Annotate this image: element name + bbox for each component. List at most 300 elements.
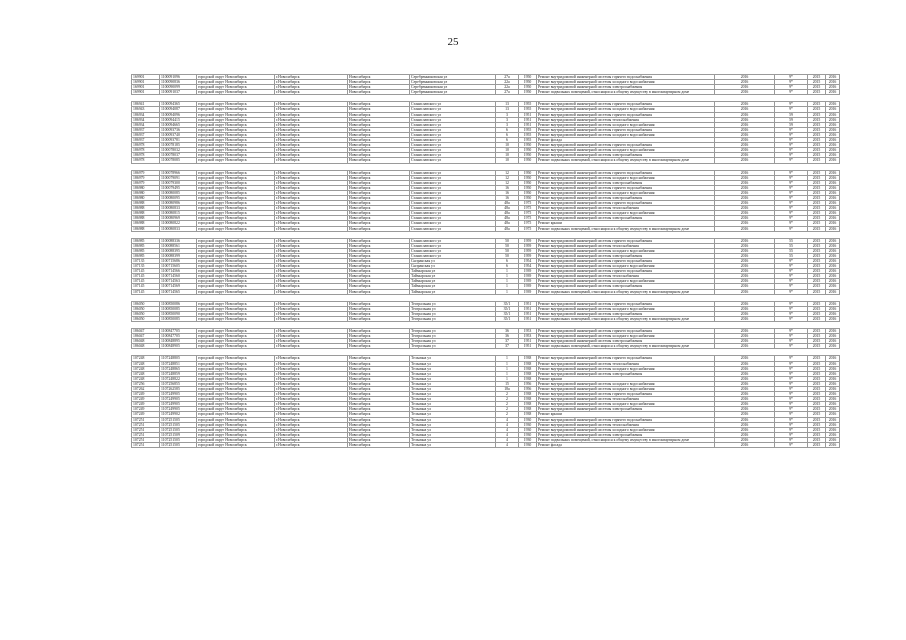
cell-plan-year: 2016 (715, 392, 775, 397)
cell-house-number: 13 (496, 107, 519, 112)
cell-item-code: 9* (775, 216, 808, 221)
cell-street: Станиславского ул (410, 221, 496, 226)
cell-house-id: 107248 (132, 361, 160, 366)
cell-plan-year: 2016 (715, 339, 775, 344)
cell-item-code: 9* (775, 274, 808, 279)
cell-period-end: 2016 (826, 417, 840, 422)
cell-plan-year: 2016 (715, 206, 775, 211)
cell-plan-year: 2016 (715, 427, 775, 432)
cell-house-number: 1 (496, 371, 519, 376)
cell-plan-year: 2016 (715, 85, 775, 90)
cell-house-number: 35/1 (496, 306, 519, 311)
cell-house-number: 1 (496, 376, 519, 381)
cell-house-id: 186978 (132, 158, 160, 163)
cell-house-number: 4 (496, 417, 519, 422)
cell-object-code: 1100847705 (160, 334, 197, 339)
cell-house-id: 186047 (132, 334, 160, 339)
cell-municipality: городской округ Новосибирск (197, 274, 275, 279)
cell-item-code: 9* (775, 269, 808, 274)
cell-locality: Новосибирск (348, 284, 410, 289)
cell-work-type: Ремонт подвальных помещений, относящихся к общему имуществу в многоквартирном доме (537, 344, 715, 349)
cell-plan-year: 2016 (715, 226, 775, 231)
cell-plan-year: 2016 (715, 437, 775, 442)
cell-house-number: 3 (496, 112, 519, 117)
cell-period-start: 2015 (808, 412, 826, 417)
cell-locality: Новосибирск (348, 127, 410, 132)
cell-period-end: 2016 (826, 80, 840, 85)
cell-period-start: 2015 (808, 80, 826, 85)
cell-period-end: 2016 (826, 329, 840, 334)
cell-object-code: 1107251505 (160, 443, 197, 448)
cell-plan-year: 2016 (715, 175, 775, 180)
capital-repair-register-table (131, 74, 840, 448)
cell-plan-year: 2016 (715, 306, 775, 311)
cell-build-year: 1950 (519, 170, 537, 175)
cell-street: Тельмана ул (410, 371, 496, 376)
cell-build-year: 1938 (519, 392, 537, 397)
cell-work-type: Ремонт внутридомовой инженерной системы горячего водоснабжения (537, 102, 715, 107)
cell-street: Станиславского ул (410, 170, 496, 175)
cell-municipality: городской округ Новосибирск (197, 211, 275, 216)
cell-street: Станиславского ул (410, 122, 496, 127)
cell-house-number: 48а (496, 201, 519, 206)
group-spacer-cell (132, 95, 840, 102)
cell-period-end: 2016 (826, 158, 840, 163)
cell-house-number: 12 (496, 170, 519, 175)
cell-locality: Новосибирск (348, 226, 410, 231)
cell-item-code: 9* (775, 306, 808, 311)
cell-house-id: 107145 (132, 274, 160, 279)
cell-object-code: 1107251505 (160, 427, 197, 432)
cell-house-number: 35/1 (496, 311, 519, 316)
cell-build-year: 1950 (519, 158, 537, 163)
cell-house-number: 10 (496, 148, 519, 153)
cell-build-year: 1959 (519, 253, 537, 258)
cell-locality: Новосибирск (348, 107, 410, 112)
cell-build-year: 1951 (519, 311, 537, 316)
cell-period-end: 2016 (826, 259, 840, 264)
cell-item-code: 9* (775, 264, 808, 269)
cell-house-id: 186985 (132, 248, 160, 253)
cell-house-number: 48а (496, 206, 519, 211)
cell-house-id: 186980 (132, 195, 160, 200)
cell-settlement: г.Новосибирск (275, 381, 348, 386)
cell-period-end: 2016 (826, 306, 840, 311)
cell-street: Тельмана ул (410, 427, 496, 432)
cell-street: Станиславского ул (410, 102, 496, 107)
cell-plan-year: 2016 (715, 195, 775, 200)
cell-plan-year: 2016 (715, 80, 775, 85)
cell-period-end: 2016 (826, 274, 840, 279)
cell-build-year: 1950 (519, 180, 537, 185)
cell-period-end: 2016 (826, 85, 840, 90)
cell-period-start: 2015 (808, 339, 826, 344)
cell-house-number: 22а (496, 85, 519, 90)
cell-plan-year: 2016 (715, 329, 775, 334)
cell-house-id: 107145 (132, 279, 160, 284)
cell-house-number: 1 (496, 289, 519, 294)
cell-object-code: 1100094096 (160, 112, 197, 117)
cell-street: Таймырская ул (410, 269, 496, 274)
cell-object-code: 1107249905 (160, 407, 197, 412)
cell-period-end: 2016 (826, 437, 840, 442)
cell-settlement: г.Новосибирск (275, 289, 348, 294)
cell-work-type: Ремонт внутридомовой инженерной системы холодного водоснабжения (537, 190, 715, 195)
cell-period-start: 2015 (808, 112, 826, 117)
cell-locality: Новосибирск (348, 366, 410, 371)
cell-plan-year: 2016 (715, 107, 775, 112)
cell-settlement: г.Новосибирск (275, 216, 348, 221)
cell-municipality: городской округ Новосибирск (197, 392, 275, 397)
group-spacer-cell (132, 349, 840, 356)
cell-street: Серебренниковская ул (410, 80, 496, 85)
group-spacer (132, 349, 840, 356)
cell-house-id: 186050 (132, 311, 160, 316)
cell-work-type: Ремонт крыши (537, 221, 715, 226)
cell-plan-year: 2016 (715, 366, 775, 371)
cell-house-id: 186988 (132, 206, 160, 211)
cell-build-year: 1930 (519, 417, 537, 422)
cell-street: Тельмана ул (410, 412, 496, 417)
cell-work-type: Ремонт внутридомовой инженерной системы горячего водоснабжения (537, 417, 715, 422)
cell-item-code: 9* (775, 170, 808, 175)
cell-period-start: 2015 (808, 407, 826, 412)
cell-period-end: 2016 (826, 112, 840, 117)
cell-settlement: г.Новосибирск (275, 158, 348, 163)
cell-period-end: 2016 (826, 432, 840, 437)
cell-house-number: 1 (496, 366, 519, 371)
cell-settlement: г.Новосибирск (275, 402, 348, 407)
cell-settlement: г.Новосибирск (275, 201, 348, 206)
cell-locality: Новосибирск (348, 443, 410, 448)
cell-settlement: г.Новосибирск (275, 206, 348, 211)
cell-locality: Новосибирск (348, 407, 410, 412)
cell-plan-year: 2016 (715, 221, 775, 226)
cell-object-code: 1100080969 (160, 216, 197, 221)
cell-municipality: городской округ Новосибирск (197, 153, 275, 158)
cell-municipality: городской округ Новосибирск (197, 443, 275, 448)
cell-house-id: 107249 (132, 407, 160, 412)
cell-house-id: 186934 (132, 117, 160, 122)
cell-period-end: 2016 (826, 107, 840, 112)
cell-municipality: городской округ Новосибирск (197, 376, 275, 381)
cell-object-code: 1100850086 (160, 301, 197, 306)
cell-item-code: 9* (775, 85, 808, 90)
cell-object-code: 1100714560 (160, 274, 197, 279)
cell-plan-year: 2016 (715, 201, 775, 206)
cell-work-type: Ремонт внутридомовой инженерной системы теплоснабжения (537, 397, 715, 402)
cell-municipality: городской округ Новосибирск (197, 127, 275, 132)
cell-house-number: 27а (496, 75, 519, 80)
cell-house-number: 16 (496, 195, 519, 200)
cell-plan-year: 2016 (715, 148, 775, 153)
cell-municipality: городской округ Новосибирск (197, 170, 275, 175)
cell-build-year: 1951 (519, 316, 537, 321)
cell-work-type: Ремонт внутридомовой инженерной системы электроснабжения (537, 339, 715, 344)
cell-item-code: 9* (775, 102, 808, 107)
cell-item-code: 9* (775, 211, 808, 216)
cell-item-code: 9* (775, 397, 808, 402)
cell-plan-year: 2016 (715, 170, 775, 175)
cell-object-code: 1100850085 (160, 306, 197, 311)
cell-house-number: 48а (496, 216, 519, 221)
cell-period-start: 2015 (808, 366, 826, 371)
cell-object-code: 1100080085 (160, 190, 197, 195)
cell-municipality: городской округ Новосибирск (197, 361, 275, 366)
cell-item-code: 9* (775, 148, 808, 153)
cell-object-code: 1100090099 (160, 85, 197, 90)
cell-locality: Новосибирск (348, 422, 410, 427)
cell-settlement: г.Новосибирск (275, 122, 348, 127)
cell-item-code: 9* (775, 386, 808, 391)
cell-object-code: 1100078966 (160, 170, 197, 175)
cell-settlement: г.Новосибирск (275, 190, 348, 195)
cell-house-number: 1 (496, 279, 519, 284)
cell-period-end: 2016 (826, 344, 840, 349)
cell-municipality: городской округ Новосибирск (197, 397, 275, 402)
cell-settlement: г.Новосибирск (275, 344, 348, 349)
cell-house-id: 186988 (132, 216, 160, 221)
cell-work-type: Ремонт внутридомовой инженерной системы холодного водоснабжения (537, 248, 715, 253)
cell-house-number: 36 (496, 334, 519, 339)
cell-plan-year: 2016 (715, 259, 775, 264)
group-spacer-cell (132, 294, 840, 301)
cell-work-type: Ремонт внутридомовой инженерной системы холодного водоснабжения (537, 386, 715, 391)
cell-locality: Новосибирск (348, 85, 410, 90)
cell-item-code: 9* (775, 153, 808, 158)
cell-settlement: г.Новосибирск (275, 143, 348, 148)
cell-municipality: городской округ Новосибирск (197, 107, 275, 112)
cell-period-end: 2016 (826, 75, 840, 80)
cell-locality: Новосибирск (348, 279, 410, 284)
cell-work-type: Ремонт внутридомовой инженерной системы теплоснабжения (537, 274, 715, 279)
cell-period-end: 2016 (826, 316, 840, 321)
cell-municipality: городской округ Новосибирск (197, 279, 275, 284)
cell-settlement: г.Новосибирск (275, 339, 348, 344)
cell-municipality: городской округ Новосибирск (197, 427, 275, 432)
cell-item-code: 59 (775, 117, 808, 122)
cell-work-type: Ремонт внутридомовой инженерной системы горячего водоснабжения (537, 170, 715, 175)
cell-item-code: 9* (775, 443, 808, 448)
cell-work-type: Ремонт внутридомовой инженерной системы теплоснабжения (537, 243, 715, 248)
cell-municipality: городской округ Новосибирск (197, 238, 275, 243)
cell-municipality: городской округ Новосибирск (197, 190, 275, 195)
cell-period-start: 2015 (808, 132, 826, 137)
cell-settlement: г.Новосибирск (275, 180, 348, 185)
cell-municipality: городской округ Новосибирск (197, 437, 275, 442)
cell-build-year: 1955 (519, 132, 537, 137)
cell-item-code: 9* (775, 279, 808, 284)
cell-item-code: 9* (775, 226, 808, 231)
cell-municipality: городской округ Новосибирск (197, 90, 275, 95)
cell-item-code: 9* (775, 195, 808, 200)
cell-work-type: Ремонт внутридомовой инженерной системы электроснабжения (537, 216, 715, 221)
cell-period-start: 2015 (808, 437, 826, 442)
cell-house-id: 107145 (132, 269, 160, 274)
cell-house-id: 107251 (132, 422, 160, 427)
cell-period-start: 2015 (808, 153, 826, 158)
cell-plan-year: 2016 (715, 180, 775, 185)
cell-settlement: г.Новосибирск (275, 356, 348, 361)
cell-build-year: 1953 (519, 334, 537, 339)
cell-house-id: 186050 (132, 301, 160, 306)
cell-house-id: 186937 (132, 127, 160, 132)
cell-locality: Новосибирск (348, 185, 410, 190)
cell-locality: Новосибирск (348, 376, 410, 381)
cell-house-id: 186980 (132, 190, 160, 195)
cell-work-type: Ремонт внутридомовой инженерной системы горячего водоснабжения (537, 329, 715, 334)
cell-house-id: 186048 (132, 344, 160, 349)
cell-period-start: 2015 (808, 301, 826, 306)
cell-street: Тельмана ул (410, 397, 496, 402)
cell-house-number: 16 (496, 185, 519, 190)
cell-period-start: 2015 (808, 75, 826, 80)
cell-house-id: 186985 (132, 238, 160, 243)
cell-street: Тельмана ул (410, 422, 496, 427)
cell-municipality: городской округ Новосибирск (197, 117, 275, 122)
cell-work-type: Ремонт внутридомовой инженерной системы электроснабжения (537, 371, 715, 376)
cell-house-number: 27а (496, 90, 519, 95)
cell-object-code: 1107249905 (160, 392, 197, 397)
cell-period-start: 2015 (808, 329, 826, 334)
cell-house-number: 4 (496, 422, 519, 427)
cell-item-code: 9* (775, 356, 808, 361)
cell-locality: Новосибирск (348, 180, 410, 185)
group-spacer (132, 294, 840, 301)
cell-settlement: г.Новосибирск (275, 238, 348, 243)
cell-house-number: 6 (496, 259, 519, 264)
cell-municipality: городской округ Новосибирск (197, 180, 275, 185)
cell-object-code: 1100715605 (160, 264, 197, 269)
cell-locality: Новосибирск (348, 190, 410, 195)
cell-locality: Новосибирск (348, 427, 410, 432)
cell-settlement: г.Новосибирск (275, 427, 348, 432)
cell-work-type: Ремонт подвальных помещений, относящихся к общему имуществу в многоквартирном доме (537, 289, 715, 294)
cell-object-code: 1100094365 (160, 102, 197, 107)
cell-settlement: г.Новосибирск (275, 185, 348, 190)
cell-period-start: 2015 (808, 427, 826, 432)
cell-house-number: 6 (496, 127, 519, 132)
cell-period-start: 2015 (808, 127, 826, 132)
cell-plan-year: 2016 (715, 376, 775, 381)
cell-plan-year: 2016 (715, 253, 775, 258)
cell-plan-year: 2016 (715, 417, 775, 422)
cell-municipality: городской округ Новосибирск (197, 402, 275, 407)
cell-street: Станиславского ул (410, 248, 496, 253)
cell-municipality: городской округ Новосибирск (197, 80, 275, 85)
cell-plan-year: 2016 (715, 269, 775, 274)
cell-house-number: 10 (496, 158, 519, 163)
cell-build-year: 1930 (519, 432, 537, 437)
cell-house-id: 107251 (132, 437, 160, 442)
cell-period-end: 2016 (826, 195, 840, 200)
cell-period-start: 2015 (808, 190, 826, 195)
cell-locality: Новосибирск (348, 75, 410, 80)
cell-object-code: 1100080833 (160, 226, 197, 231)
cell-period-end: 2016 (826, 117, 840, 122)
cell-settlement: г.Новосибирск (275, 259, 348, 264)
cell-work-type: Ремонт внутридомовой инженерной системы горячего водоснабжения (537, 269, 715, 274)
cell-plan-year: 2016 (715, 301, 775, 306)
cell-locality: Новосибирск (348, 221, 410, 226)
cell-settlement: г.Новосибирск (275, 443, 348, 448)
cell-build-year: 1938 (519, 361, 537, 366)
cell-locality: Новосибирск (348, 269, 410, 274)
cell-work-type: Ремонт внутридомовой инженерной системы теплоснабжения (537, 117, 715, 122)
cell-build-year: 1930 (519, 427, 537, 432)
cell-item-code: 9* (775, 381, 808, 386)
cell-period-end: 2016 (826, 226, 840, 231)
cell-build-year: 1938 (519, 371, 537, 376)
cell-house-id: 186980 (132, 185, 160, 190)
cell-build-year: 1930 (519, 422, 537, 427)
cell-street: Серебренниковская ул (410, 90, 496, 95)
cell-item-code: 55 (775, 238, 808, 243)
cell-object-code: 1100714565 (160, 289, 197, 294)
cell-work-type: Ремонт внутридомовой инженерной системы холодного водоснабжения (537, 306, 715, 311)
cell-item-code: 9* (775, 366, 808, 371)
cell-house-number: 50 (496, 238, 519, 243)
cell-locality: Новосибирск (348, 402, 410, 407)
cell-locality: Новосибирск (348, 334, 410, 339)
cell-work-type: Ремонт внутридомовой инженерной системы горячего водоснабжения (537, 112, 715, 117)
cell-build-year: 1938 (519, 376, 537, 381)
cell-house-id: 107249 (132, 392, 160, 397)
cell-settlement: г.Новосибирск (275, 117, 348, 122)
cell-settlement: г.Новосибирск (275, 412, 348, 417)
cell-item-code: 9* (775, 90, 808, 95)
cell-settlement: г.Новосибирск (275, 366, 348, 371)
cell-build-year: 1938 (519, 366, 537, 371)
cell-municipality: городской округ Новосибирск (197, 311, 275, 316)
cell-municipality: городской округ Новосибирск (197, 344, 275, 349)
cell-period-start: 2015 (808, 316, 826, 321)
cell-object-code: 1100093740 (160, 132, 197, 137)
cell-house-number: 6 (496, 264, 519, 269)
cell-period-start: 2015 (808, 138, 826, 143)
cell-plan-year: 2016 (715, 117, 775, 122)
cell-period-start: 2015 (808, 269, 826, 274)
cell-plan-year: 2016 (715, 122, 775, 127)
cell-period-start: 2015 (808, 248, 826, 253)
cell-street: Станиславского ул (410, 148, 496, 153)
cell-work-type: Ремонт внутридомовой инженерной системы горячего водоснабжения (537, 75, 715, 80)
cell-street: Станиславского ул (410, 117, 496, 122)
cell-period-start: 2015 (808, 386, 826, 391)
cell-work-type: Ремонт подвальных помещений, относящихся к общему имуществу в многоквартирном доме (537, 437, 715, 442)
cell-settlement: г.Новосибирск (275, 329, 348, 334)
cell-municipality: городской округ Новосибирск (197, 132, 275, 137)
cell-plan-year: 2016 (715, 289, 775, 294)
cell-item-code: 9* (775, 284, 808, 289)
cell-object-code: 1100091096 (160, 75, 197, 80)
cell-build-year: 1938 (519, 356, 537, 361)
cell-locality: Новосибирск (348, 371, 410, 376)
cell-period-end: 2016 (826, 127, 840, 132)
cell-plan-year: 2016 (715, 153, 775, 158)
cell-period-end: 2016 (826, 143, 840, 148)
cell-settlement: г.Новосибирск (275, 138, 348, 143)
cell-object-code: 1100714569 (160, 284, 197, 289)
cell-house-id: 186978 (132, 143, 160, 148)
cell-period-end: 2016 (826, 102, 840, 107)
cell-build-year: 1950 (519, 148, 537, 153)
cell-plan-year: 2016 (715, 127, 775, 132)
cell-settlement: г.Новосибирск (275, 432, 348, 437)
cell-object-code: 1107251505 (160, 422, 197, 427)
cell-settlement: г.Новосибирск (275, 253, 348, 258)
cell-plan-year: 2016 (715, 132, 775, 137)
